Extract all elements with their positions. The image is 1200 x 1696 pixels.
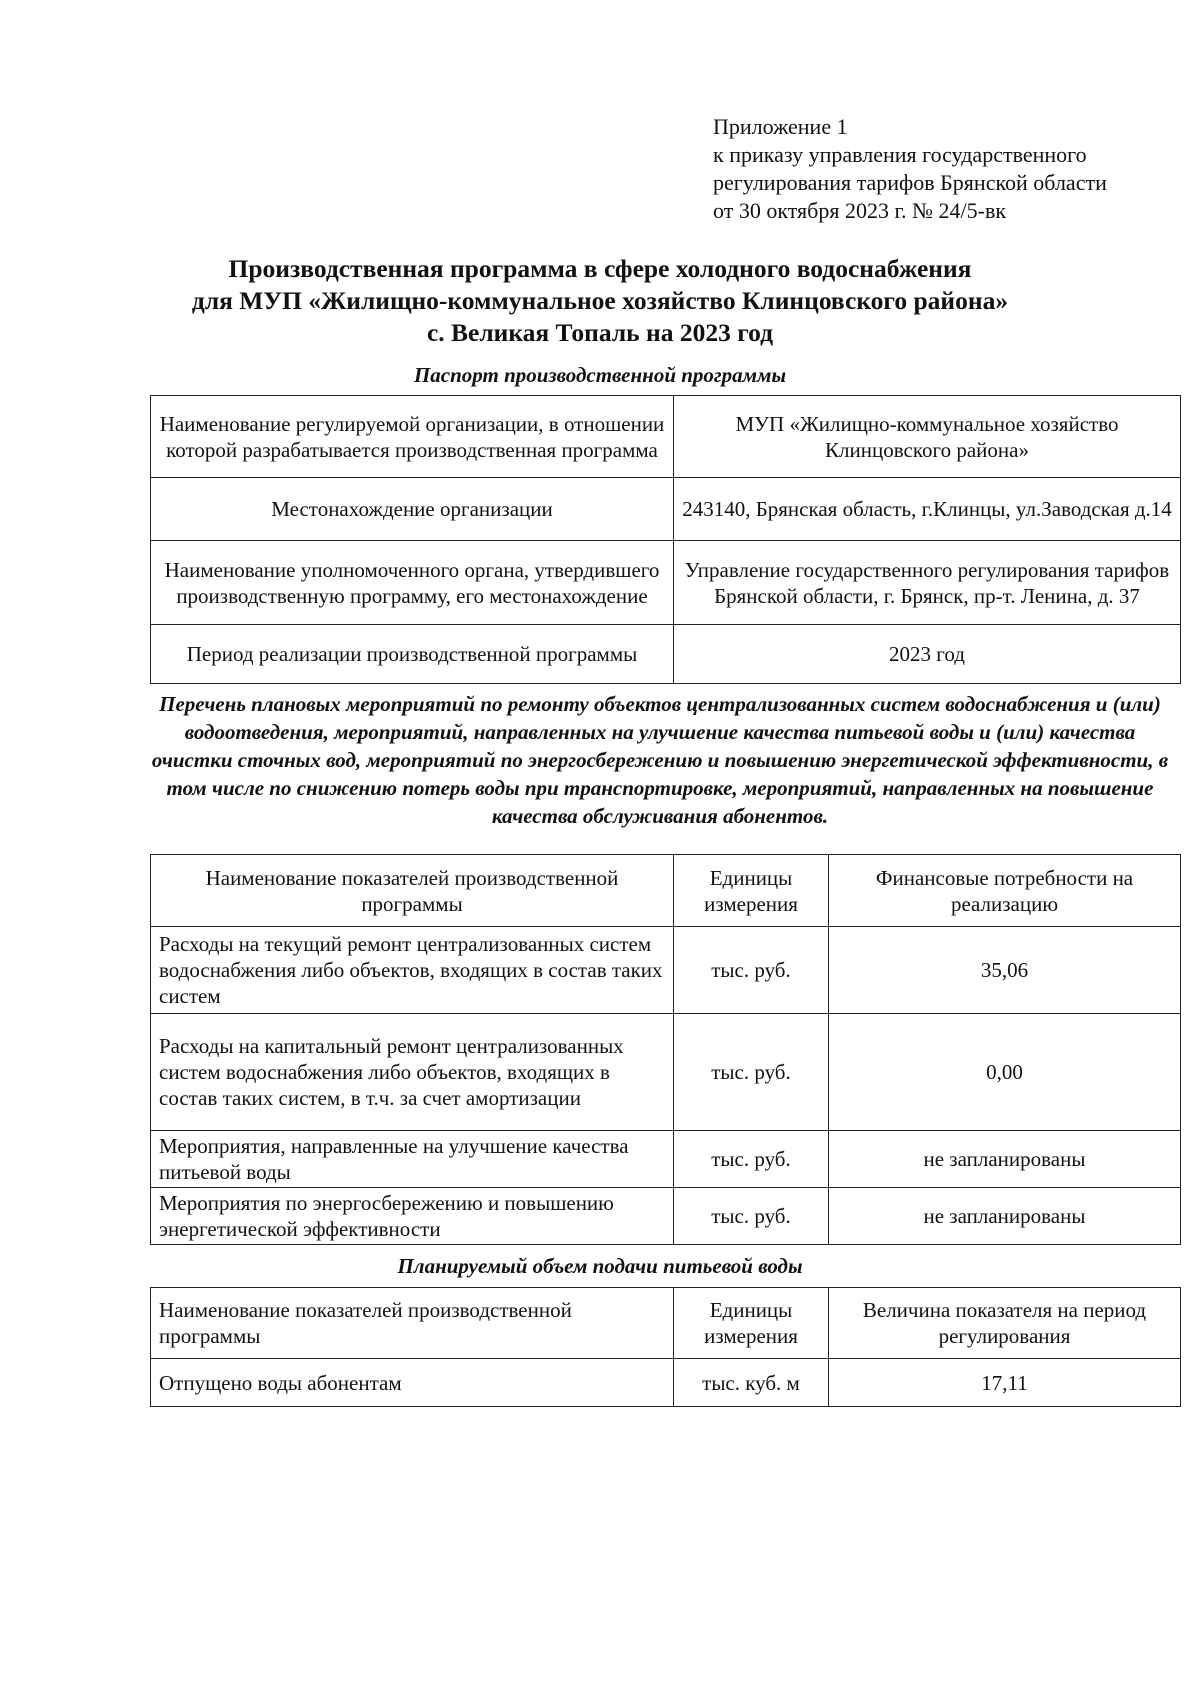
passport-value-cell: МУП «Жилищно-коммунальное хозяйство Клинцовского района»: [674, 396, 1181, 478]
title-line: с. Великая Топаль на 2023 год: [426, 318, 774, 347]
unit-cell: тыс. руб.: [674, 1131, 829, 1188]
column-header: Величина показателя на период регулирования: [829, 1288, 1181, 1359]
appendix-line: Приложение 1: [713, 114, 848, 139]
passport-label-cell: Наименование уполномоченного органа, утвердившего производственную программу, его местонахождение: [151, 541, 674, 625]
unit-cell: тыс. куб. м: [674, 1359, 829, 1407]
indicator-name-cell: Мероприятия, направленные на улучшение качества питьевой воды: [151, 1131, 674, 1188]
passport-value-cell: 243140, Брянская область, г.Клинцы, ул.Заводская д.14: [674, 478, 1181, 541]
table-row: [151, 1188, 1181, 1245]
passport-label-cell: Наименование регулируемой организации, в отношении которой разрабатывается производственная программа: [151, 396, 674, 478]
indicator-name-cell: Отпущено воды абонентам: [151, 1359, 674, 1407]
appendix-line: регулирования тарифов Брянской области: [713, 170, 1107, 195]
table-row: [151, 1014, 1181, 1131]
indicator-name-cell: Расходы на капитальный ремонт централизованных систем водоснабжения либо объектов, входящих в состав таких систем, в т.ч. за счет амортизации: [151, 1014, 674, 1131]
table-row: [151, 625, 1181, 684]
unit-cell: тыс. руб.: [674, 927, 829, 1014]
value-cell: не запланированы: [829, 1188, 1181, 1245]
unit-cell: тыс. руб.: [674, 1188, 829, 1245]
value-cell: 35,06: [829, 927, 1181, 1014]
value-cell: 17,11: [829, 1359, 1181, 1407]
column-header: Единицы измерения: [674, 1288, 829, 1359]
measures-table: [150, 854, 1181, 1245]
table-row: [151, 927, 1181, 1014]
indicator-name-cell: Мероприятия по энергосбережению и повышению энергетической эффективности: [151, 1188, 674, 1245]
table-row: [151, 1131, 1181, 1188]
passport-value-cell: Управление государственного регулирования тарифов Брянской области, г. Брянск, пр-т. Ленина, д. 37: [674, 541, 1181, 625]
value-cell: не запланированы: [829, 1131, 1181, 1188]
document-title: [0, 253, 1200, 349]
table-row: [151, 1359, 1181, 1407]
unit-cell: тыс. руб.: [674, 1014, 829, 1131]
appendix-line: от 30 октября 2023 г. № 24/5-вк: [713, 198, 1007, 223]
passport-table: [150, 395, 1181, 684]
passport-value-cell: 2023 год: [674, 625, 1181, 684]
table-row: [151, 541, 1181, 625]
column-header: Наименование показателей производственной программы: [151, 1288, 674, 1359]
indicator-name-cell: Расходы на текущий ремонт централизованных систем водоснабжения либо объектов, входящих в состав таких систем: [151, 927, 674, 1014]
appendix-line: к приказу управления государственного: [713, 142, 1087, 167]
table-row: [151, 396, 1181, 478]
title-line: Производственная программа в сфере холодного водоснабжения: [228, 254, 972, 283]
appendix-block: [713, 113, 1107, 225]
column-header: Наименование показателей производственной программы: [151, 855, 674, 927]
title-line: для МУП «Жилищно-коммунальное хозяйство Клинцовского района»: [191, 286, 1009, 315]
column-header: Единицы измерения: [674, 855, 829, 927]
table-header-row: [151, 1288, 1181, 1359]
supply-heading: Планируемый объем подачи питьевой воды: [397, 1254, 803, 1278]
value-cell: 0,00: [829, 1014, 1181, 1131]
measures-heading: Перечень плановых мероприятий по ремонту объектов централизованных систем водоснабжения и (или) водоотведения, мероприятий, направленных на улучшение качества питьевой воды и (или) качества очистки сточных вод, мероприятий по энергосбережению и повышению энергетической эффективности, в том числе по снижению потерь воды при транспортировке, мероприятий, направленных на повышение качества обслуживания абонентов.: [151, 692, 1169, 828]
passport-heading: Паспорт производственной программы: [413, 363, 787, 387]
table-row: [151, 478, 1181, 541]
supply-table: [150, 1287, 1181, 1407]
passport-label-cell: Местонахождение организации: [151, 478, 674, 541]
column-header: Финансовые потребности на реализацию: [829, 855, 1181, 927]
table-header-row: [151, 855, 1181, 927]
passport-label-cell: Период реализации производственной программы: [151, 625, 674, 684]
